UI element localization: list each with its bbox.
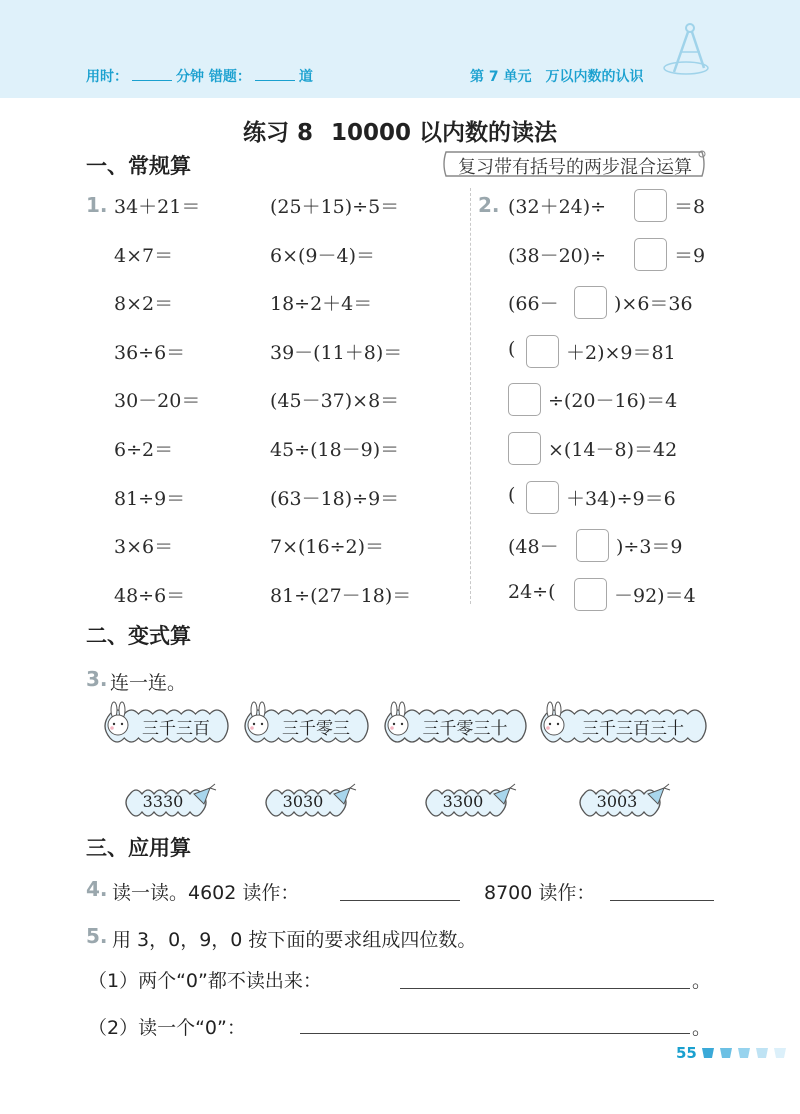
- equation-fill-after: ＝9: [674, 244, 706, 267]
- number-cloud-label[interactable]: 3030: [282, 792, 324, 811]
- equation-fill-before: (: [508, 337, 516, 360]
- equation-fill-after: ×(14－8)＝42: [548, 439, 678, 461]
- question-3-number: 3.: [86, 667, 108, 691]
- equation-basic: 30－20＝: [114, 390, 201, 413]
- equation-fill-after: ＋34)÷9＝6: [566, 487, 676, 510]
- equation-mixed: (45－37)×8＝: [270, 390, 400, 413]
- answer-box[interactable]: [574, 578, 607, 611]
- number-cloud-label[interactable]: 3003: [596, 792, 638, 811]
- count-label: 道: [298, 69, 313, 85]
- equation-fill-before: (38－20)÷: [508, 244, 607, 267]
- equation-fill-after: ＝8: [674, 196, 706, 218]
- section-heading-1: 一、常规算: [86, 154, 191, 178]
- question-4-text: 读一读。4602 读作：: [112, 882, 300, 904]
- answer-box[interactable]: [574, 286, 607, 319]
- section-heading-3: 三、应用算: [86, 836, 191, 860]
- answer-box[interactable]: [576, 529, 609, 562]
- answer-line-5-2[interactable]: [300, 1033, 690, 1034]
- answer-box[interactable]: [508, 432, 541, 465]
- equation-mixed: 39－(11＋8)＝: [270, 341, 403, 364]
- answer-line-4602[interactable]: [340, 900, 460, 901]
- time-label: 用时：: [86, 69, 128, 85]
- equation-fill-before: (48－: [508, 536, 559, 559]
- question-3-text: 连一连。: [110, 672, 187, 694]
- equation-basic: 36÷6＝: [114, 341, 186, 364]
- section-heading-2: 二、变式算: [86, 624, 191, 648]
- equation-mixed: 81÷(27－18)＝: [270, 584, 412, 607]
- end-mark-1: 。: [692, 970, 712, 992]
- question-4-text-2: 8700 读作：: [484, 882, 596, 904]
- equation-mixed: 6×(9－4)＝: [270, 244, 376, 267]
- question-5-text: 用 3，0，9，0 按下面的要求组成四位数。: [112, 929, 477, 951]
- equation-basic: 6÷2＝: [114, 439, 174, 461]
- equation-basic: 3×6＝: [114, 536, 174, 559]
- equation-fill-after: )×6＝36: [614, 293, 693, 316]
- equation-basic: 8×2＝: [114, 293, 174, 316]
- question-4-number: 4.: [86, 877, 108, 901]
- practice-number: 练习 8: [242, 120, 313, 146]
- column-divider: [470, 188, 471, 604]
- unit-number: 第 7 单元: [470, 69, 532, 85]
- answer-box[interactable]: [634, 238, 667, 271]
- unit-title: 万以内数的认识: [545, 69, 644, 85]
- equation-mixed: 7×(16÷2)＝: [270, 536, 385, 559]
- equation-fill-before: 24÷(: [508, 580, 556, 603]
- equation-basic: 48÷6＝: [114, 584, 186, 607]
- question-5-number: 5.: [86, 924, 108, 948]
- equation-fill-after: )÷3＝9: [616, 536, 683, 559]
- equation-basic: 4×7＝: [114, 244, 174, 267]
- equation-basic: 34＋21＝: [114, 196, 201, 218]
- minute-label: 分钟: [176, 69, 204, 85]
- word-cloud-label[interactable]: 三千零三十: [422, 719, 508, 739]
- question-2-number: 2.: [478, 193, 500, 217]
- equation-mixed: 45÷(18－9)＝: [270, 439, 400, 461]
- equation-fill-after: ＋2)×9＝81: [566, 341, 676, 364]
- equation-basic: 81÷9＝: [114, 487, 186, 510]
- answer-box[interactable]: [526, 335, 559, 368]
- number-cloud-label[interactable]: 3300: [442, 792, 484, 811]
- word-cloud-label[interactable]: 三千三百三十: [582, 719, 684, 739]
- answer-line-8700[interactable]: [610, 900, 714, 901]
- errors-label: 错题：: [208, 69, 251, 85]
- equation-fill-before: (32＋24)÷: [508, 196, 607, 218]
- practice-topic: 10000 以内数的读法: [330, 120, 558, 146]
- equation-fill-after: －92)＝4: [614, 584, 696, 607]
- question-5-part-1: （1）两个“0”都不读出来：: [88, 970, 322, 992]
- page-number: 55: [676, 1044, 697, 1062]
- word-cloud-label[interactable]: 三千零三: [282, 719, 350, 739]
- errors-blank[interactable]: [255, 68, 295, 81]
- header-wave-border: [0, 86, 800, 106]
- answer-box[interactable]: [526, 481, 559, 514]
- number-cloud-label[interactable]: 3330: [142, 792, 184, 811]
- equation-mixed: (25＋15)÷5＝: [270, 196, 400, 218]
- time-blank[interactable]: [132, 68, 172, 81]
- equation-mixed: (63－18)÷9＝: [270, 487, 400, 510]
- question-5-part-2: （2）读一个“0”：: [88, 1017, 246, 1039]
- question-1-number: 1.: [86, 193, 108, 217]
- equation-fill-before: (66－: [508, 293, 559, 316]
- answer-box[interactable]: [634, 189, 667, 222]
- answer-box[interactable]: [508, 383, 541, 416]
- timer-errors-line: [86, 66, 313, 86]
- word-cloud-label[interactable]: 三千三百: [142, 719, 210, 739]
- page-title: [0, 114, 800, 147]
- equation-fill-after: ÷(20－16)＝4: [548, 390, 678, 413]
- end-mark-2: 。: [692, 1017, 712, 1039]
- unit-info: [470, 66, 644, 86]
- equation-fill-before: (: [508, 483, 516, 506]
- answer-line-5-1[interactable]: [400, 988, 690, 989]
- compass-icon: [660, 18, 720, 80]
- review-banner-text: 复习带有括号的两步混合运算: [458, 157, 692, 178]
- equation-mixed: 18÷2＋4＝: [270, 293, 373, 316]
- progress-cups-icon: [700, 1046, 792, 1060]
